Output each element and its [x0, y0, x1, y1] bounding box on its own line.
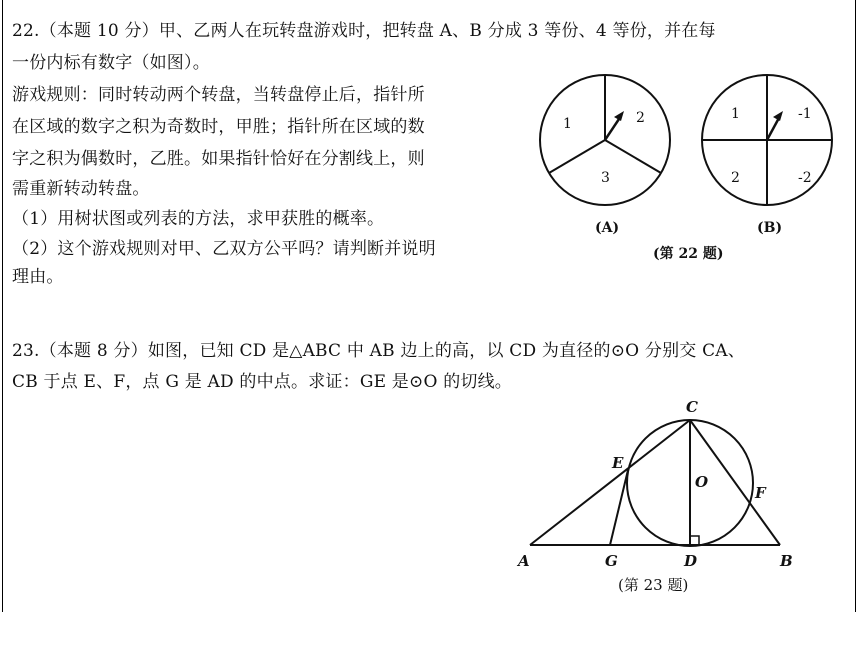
problem-22-line-4: 在区域的数字之积为奇数时，甲胜；指针所在区域的数 — [12, 117, 425, 137]
spinner-b-caption: (B) — [757, 220, 783, 236]
spinner-a-label-2: 2 — [636, 110, 645, 126]
label-c: C — [686, 398, 698, 416]
label-o: O — [695, 473, 709, 491]
problem-22-line-7: （1）用树状图或列表的方法，求甲获胜的概率。 — [12, 209, 385, 229]
segment-ac — [530, 420, 690, 545]
label-a: A — [518, 552, 530, 570]
problem-22-line-9: 理由。 — [12, 267, 64, 287]
geometry-figure — [515, 392, 815, 600]
label-d: D — [684, 552, 698, 570]
pointer-b-arrow-icon — [773, 111, 783, 121]
problem-22-line-1: 22.（本题 10 分）甲、乙两人在玩转盘游戏时，把转盘 A、B 分成 3 等份、4 等份，并在每 — [12, 21, 716, 41]
spinner-a-caption: (A) — [595, 220, 620, 236]
spinner-b-label-1: 1 — [731, 106, 740, 122]
spinner-b-label-neg2: -2 — [798, 170, 812, 186]
spinner-a-label-1: 1 — [563, 116, 572, 132]
figure-23-caption: (第 23 题) — [618, 576, 689, 594]
label-b: B — [780, 552, 793, 570]
right-angle-mark — [690, 536, 699, 545]
spinner-diagram — [525, 70, 845, 270]
page-right-border — [855, 0, 856, 612]
problem-23-line-2: CB 于点 E、F，点 G 是 AD 的中点。求证：GE 是⊙O 的切线。 — [12, 372, 512, 392]
problem-22-line-3: 游戏规则：同时转动两个转盘，当转盘停止后，指针所 — [12, 85, 425, 105]
spinner-b — [702, 75, 832, 236]
label-f: F — [755, 484, 766, 502]
spinner-b-label-2: 2 — [731, 170, 740, 186]
label-g: G — [605, 552, 618, 570]
problem-22-line-5: 字之积为偶数时，乙胜。如果指针恰好在分割线上，则 — [12, 149, 425, 169]
spinner-a-label-3: 3 — [601, 170, 610, 186]
problem-22-line-8: （2）这个游戏规则对甲、乙双方公平吗？请判断并说明 — [12, 239, 436, 259]
page-left-border — [2, 0, 3, 612]
problem-23-line-1: 23.（本题 8 分）如图，已知 CD 是△ABC 中 AB 边上的高，以 CD 为直径的⊙O 分别交 CA、 — [12, 341, 745, 361]
problem-22-line-2: 一份内标有数字（如图）。 — [12, 53, 210, 73]
figure-22-caption: (第 22 题) — [653, 246, 724, 262]
pointer-a-arrow-icon — [614, 111, 624, 121]
spinner-b-label-neg1: -1 — [798, 106, 812, 122]
problem-22-line-6: 需重新转动转盘。 — [12, 179, 150, 199]
label-e: E — [612, 454, 624, 472]
spinner-a — [540, 75, 670, 236]
